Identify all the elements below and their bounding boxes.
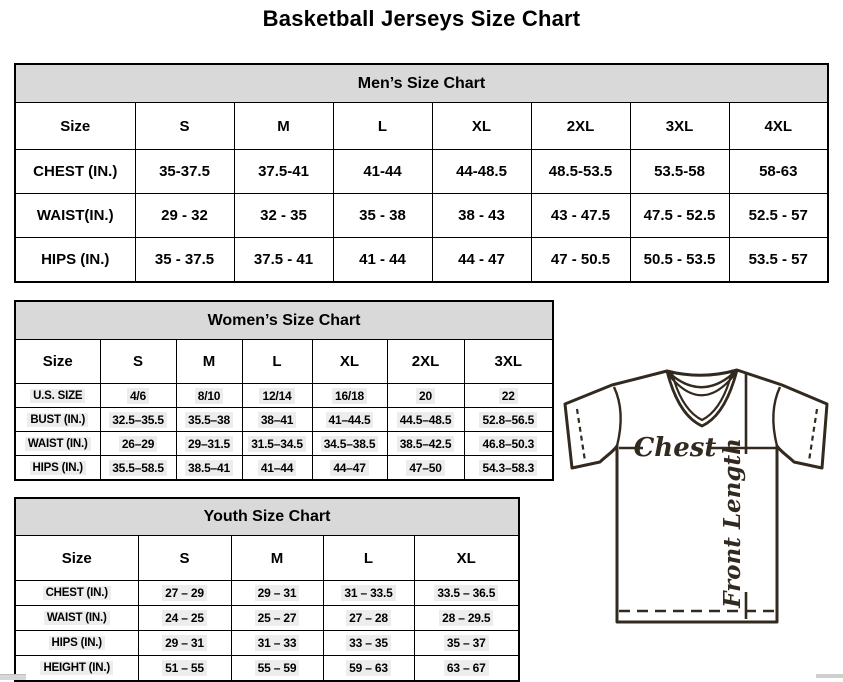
size-value-cell: 31 – 33 <box>231 631 323 656</box>
size-value-cell: 44.5–48.5 <box>387 408 464 432</box>
mens-table-header: Men’s Size Chart <box>15 64 828 103</box>
size-value-cell: 41-44 <box>333 150 432 194</box>
size-value-cell: 38.5–41 <box>176 456 242 481</box>
size-value-cell: 63 – 67 <box>414 656 519 682</box>
size-value-cell: 54.3–58.3 <box>464 456 553 481</box>
size-value-cell: 38 - 43 <box>432 194 531 238</box>
youth-size-col-header: Size <box>15 536 138 581</box>
scrollbar-fragment-right <box>816 674 843 678</box>
size-value-cell: 35 – 37 <box>414 631 519 656</box>
womens-bust-row-label: BUST (IN.) <box>15 408 100 432</box>
jersey-measurement-diagram <box>556 360 843 632</box>
size-value-cell: 27 – 28 <box>323 606 414 631</box>
size-value-cell: 32.5–35.5 <box>100 408 176 432</box>
size-value-cell: 25 – 27 <box>231 606 323 631</box>
size-value-cell: 37.5 - 41 <box>234 238 333 283</box>
youth-waist-row-label: WAIST (IN.) <box>15 606 138 631</box>
scrollbar-fragment-left <box>0 674 26 680</box>
mens-size-4xl: 4XL <box>729 103 828 150</box>
size-value-cell: 33 – 35 <box>323 631 414 656</box>
size-value-cell: 50.5 - 53.5 <box>630 238 729 283</box>
womens-size-chart-table <box>14 300 554 481</box>
youth-size-m: M <box>231 536 323 581</box>
mens-size-col-header: Size <box>15 103 135 150</box>
size-value-cell: 38.5–42.5 <box>387 432 464 456</box>
size-value-cell: 38–41 <box>242 408 312 432</box>
size-value-cell: 27 – 29 <box>138 581 231 606</box>
size-value-cell: 37.5-41 <box>234 150 333 194</box>
size-value-cell: 47 - 50.5 <box>531 238 630 283</box>
mens-size-chart-table <box>14 63 829 283</box>
size-value-cell: 35.5–58.5 <box>100 456 176 481</box>
size-value-cell: 31.5–34.5 <box>242 432 312 456</box>
youth-table-header: Youth Size Chart <box>15 498 519 536</box>
size-value-cell: 43 - 47.5 <box>531 194 630 238</box>
womens-size-3xl: 3XL <box>464 340 553 384</box>
size-value-cell: 53.5 - 57 <box>729 238 828 283</box>
size-value-cell: 51 – 55 <box>138 656 231 682</box>
size-value-cell: 48.5-53.5 <box>531 150 630 194</box>
size-value-cell: 44-48.5 <box>432 150 531 194</box>
mens-size-m: M <box>234 103 333 150</box>
size-value-cell: 29 – 31 <box>231 581 323 606</box>
youth-size-xl: XL <box>414 536 519 581</box>
youth-size-s: S <box>138 536 231 581</box>
size-value-cell: 24 – 25 <box>138 606 231 631</box>
armhole-seam-right <box>773 387 780 446</box>
size-value-cell: 31 – 33.5 <box>323 581 414 606</box>
size-value-cell: 22 <box>464 384 553 408</box>
page-title: Basketball Jerseys Size Chart <box>262 6 581 31</box>
size-value-cell: 47–50 <box>387 456 464 481</box>
youth-chest-row-label: CHEST (IN.) <box>15 581 138 606</box>
size-value-cell: 35 - 37.5 <box>135 238 234 283</box>
mens-hips-row-label: HIPS (IN.) <box>15 238 135 283</box>
size-value-cell: 47.5 - 52.5 <box>630 194 729 238</box>
size-value-cell: 28 – 29.5 <box>414 606 519 631</box>
front-length-label: Front Length <box>719 438 746 608</box>
mens-size-l: L <box>333 103 432 150</box>
size-value-cell: 29 - 32 <box>135 194 234 238</box>
size-value-cell: 41 - 44 <box>333 238 432 283</box>
youth-size-l: L <box>323 536 414 581</box>
size-value-cell: 8/10 <box>176 384 242 408</box>
size-value-cell: 35.5–38 <box>176 408 242 432</box>
cuff-dash-right <box>809 409 817 461</box>
womens-size-l: L <box>242 340 312 384</box>
size-value-cell: 35-37.5 <box>135 150 234 194</box>
womens-hips-row-label: HIPS (IN.) <box>15 456 100 481</box>
size-value-cell: 33.5 – 36.5 <box>414 581 519 606</box>
size-value-cell: 20 <box>387 384 464 408</box>
youth-size-chart-table <box>14 497 520 682</box>
womens-size-m: M <box>176 340 242 384</box>
size-value-cell: 41–44.5 <box>312 408 387 432</box>
armhole-seam-left <box>614 387 621 446</box>
womens-table-header: Women’s Size Chart <box>15 301 553 340</box>
size-value-cell: 46.8–50.3 <box>464 432 553 456</box>
womens-waist-row-label: WAIST (IN.) <box>15 432 100 456</box>
size-value-cell: 4/6 <box>100 384 176 408</box>
size-value-cell: 41–44 <box>242 456 312 481</box>
cuff-dash-left <box>577 409 585 461</box>
mens-size-s: S <box>135 103 234 150</box>
womens-ussize-row-label: U.S. SIZE <box>15 384 100 408</box>
chest-label: Chest <box>633 433 717 463</box>
size-value-cell: 52.5 - 57 <box>729 194 828 238</box>
mens-chest-row-label: CHEST (IN.) <box>15 150 135 194</box>
womens-size-s: S <box>100 340 176 384</box>
size-value-cell: 29–31.5 <box>176 432 242 456</box>
mens-size-xl: XL <box>432 103 531 150</box>
size-value-cell: 16/18 <box>312 384 387 408</box>
size-value-cell: 53.5-58 <box>630 150 729 194</box>
size-value-cell: 34.5–38.5 <box>312 432 387 456</box>
mens-waist-row-label: WAIST(IN.) <box>15 194 135 238</box>
size-value-cell: 35 - 38 <box>333 194 432 238</box>
size-value-cell: 44 - 47 <box>432 238 531 283</box>
size-value-cell: 44–47 <box>312 456 387 481</box>
size-value-cell: 58-63 <box>729 150 828 194</box>
size-value-cell: 26–29 <box>100 432 176 456</box>
jersey-outline <box>565 370 827 622</box>
size-value-cell: 52.8–56.5 <box>464 408 553 432</box>
womens-size-2xl: 2XL <box>387 340 464 384</box>
mens-size-2xl: 2XL <box>531 103 630 150</box>
youth-height-row-label: HEIGHT (IN.) <box>15 656 138 682</box>
size-value-cell: 32 - 35 <box>234 194 333 238</box>
size-value-cell: 55 – 59 <box>231 656 323 682</box>
size-value-cell: 29 – 31 <box>138 631 231 656</box>
mens-size-3xl: 3XL <box>630 103 729 150</box>
womens-size-col-header: Size <box>15 340 100 384</box>
womens-size-xl: XL <box>312 340 387 384</box>
size-value-cell: 59 – 63 <box>323 656 414 682</box>
size-value-cell: 12/14 <box>242 384 312 408</box>
youth-hips-row-label: HIPS (IN.) <box>15 631 138 656</box>
